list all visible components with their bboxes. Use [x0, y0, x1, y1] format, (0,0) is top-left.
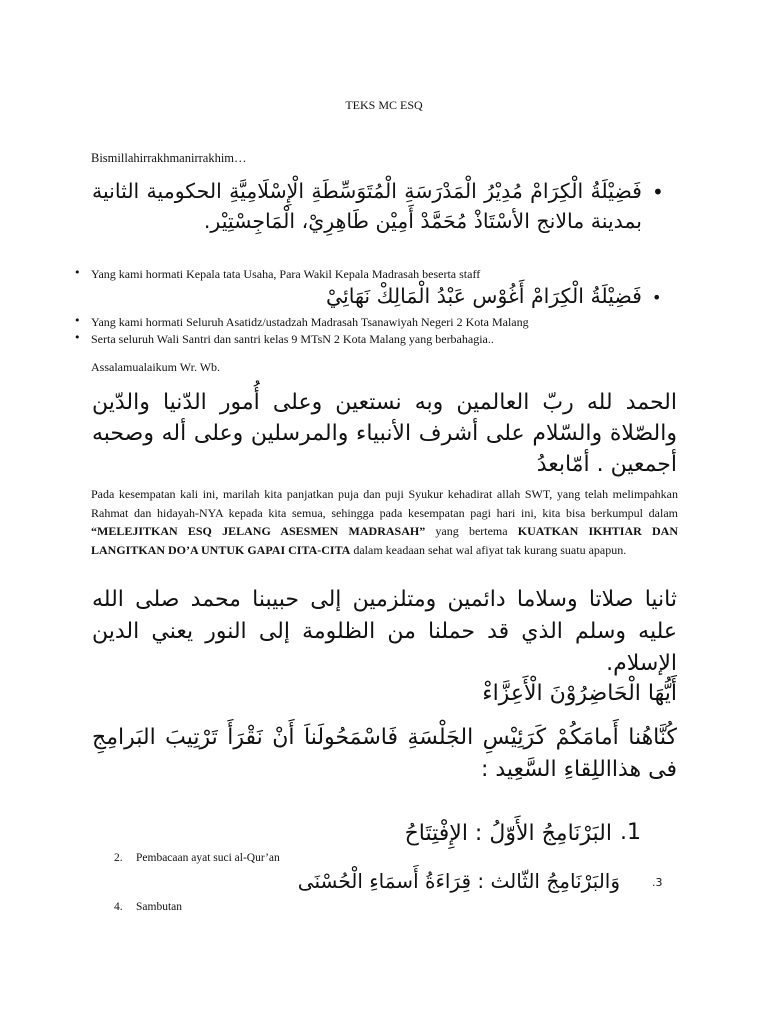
greeting-headmaster-arabic: فَضِيْلَةُ الْكِرَامْ مُدِيْرُ الْمَدْرَسَةِ الْمُتَوَسِّطَةِ الْإِسْلَامِيَّةِ الحكومية الثانية بمدينة مالانج الأسْتَاذْ مُحَمَّدْ أَمِيْن طَاهِرِيْ، الْمَاجِسْتِيْر.	[92, 179, 642, 233]
opening-paragraph	[91, 485, 678, 559]
program-item-2: Pembacaan ayat suci al-Qur’an	[136, 852, 280, 864]
program-item-4-number: 4.	[114, 901, 123, 913]
hamdalah-arabic: الحمد لله ربّ العالمين وبه نستعين وعلى أُمور الدّنيا والدّين والصّلاة والسّلام على أشرف الأنبياء والمرسلين وعلى أله وصحبه أجمعين . أمّابعدُ	[92, 390, 677, 477]
bullet-marker: •	[74, 266, 81, 279]
para-text: yang bertema	[425, 524, 518, 538]
program-item-1-number: .1	[620, 820, 641, 845]
bullet-marker: •	[652, 288, 662, 307]
para-text: Pada kesempatan kali ini, marilah kita panjatkan puja dan puji Syukur kehadirat allah SWT, yang telah melimpahkan Rahmat dan hidayah-NYA kepada kita semua, sehingga pada kesempatan pagi hari ini, kita bisa berkumpul dalam	[91, 487, 678, 520]
greeting-teachers: Yang kami hormati Seluruh Asatidz/ustadzah Madrasah Tsanawiyah Negeri 2 Kota Malang	[91, 315, 529, 329]
para-text: dalam keadaan sehat wal afiyat tak kurang suatu apapun.	[350, 542, 627, 557]
shalawat-arabic: ثانيا صلاتا وسلاما دائمين ومتلزمين إلى حبيبنا محمد صلى الله عليه وسلم الذي قد حملنا من الظلومة إلى النور يعني الدين الإسلام.	[92, 587, 677, 676]
program-item-1-arabic: البَرْنَامِجُ الأَوّلُ : الإِفْتِتَاحُ	[404, 821, 612, 846]
opening-basmalah: Bismillahirrakhmanirrakhim…	[91, 151, 247, 165]
program-item-4: Sambutan	[136, 901, 182, 913]
bullet-marker: •	[74, 331, 81, 344]
document-title: TEKS MC ESQ	[345, 98, 423, 112]
greeting-staff: Yang kami hormati Kepala tata Usaha, Para Wakil Kepala Madrasah beserta staff	[91, 267, 481, 281]
greeting-guest-arabic: فَضِيْلَةُ الْكِرَامْ أَغُوْس عَبْدُ الْمَالِكْ نَهَائِيْ	[325, 284, 642, 308]
program-item-3-arabic: وَالبَرْنَامِجُ الثّالث : قِرَاءَةُ أَسمَاءِ الْحُسْنَى	[297, 869, 620, 893]
bullet-marker: •	[652, 180, 664, 204]
program-intro-arabic: كُنَّاهُنا أَمامَكُمْ كَرَئِيْسِ الجَلْسَةِ فَاسْمَحُولَناَ أَنْ نَقْرَأَ تَرْتِيبَ البَرامِجِ فى هذااللِقاءِ السَّعِيد :	[92, 725, 677, 782]
event-theme: KUATKAN IKHTIAR DAN LANGITKAN DO’A UNTUK GAPAI CITA-CITA	[91, 524, 678, 557]
address-arabic: أَيُّهَا الْحَاضِرُوْنَ الْأَعِزَّاءْ	[482, 681, 677, 706]
event-name: “MELEJITKAN ESQ JELANG ASESMEN MADRASAH”	[91, 524, 426, 538]
greeting-parents-students: Serta seluruh Wali Santri dan santri kelas 9 MTsN 2 Kota Malang yang berbahagia..	[91, 332, 494, 346]
program-item-2-number: 2.	[114, 852, 123, 864]
program-item-3-number: .3	[652, 876, 663, 889]
bullet-marker: •	[74, 314, 81, 327]
salam: Assalamualaikum Wr. Wb.	[91, 360, 221, 374]
